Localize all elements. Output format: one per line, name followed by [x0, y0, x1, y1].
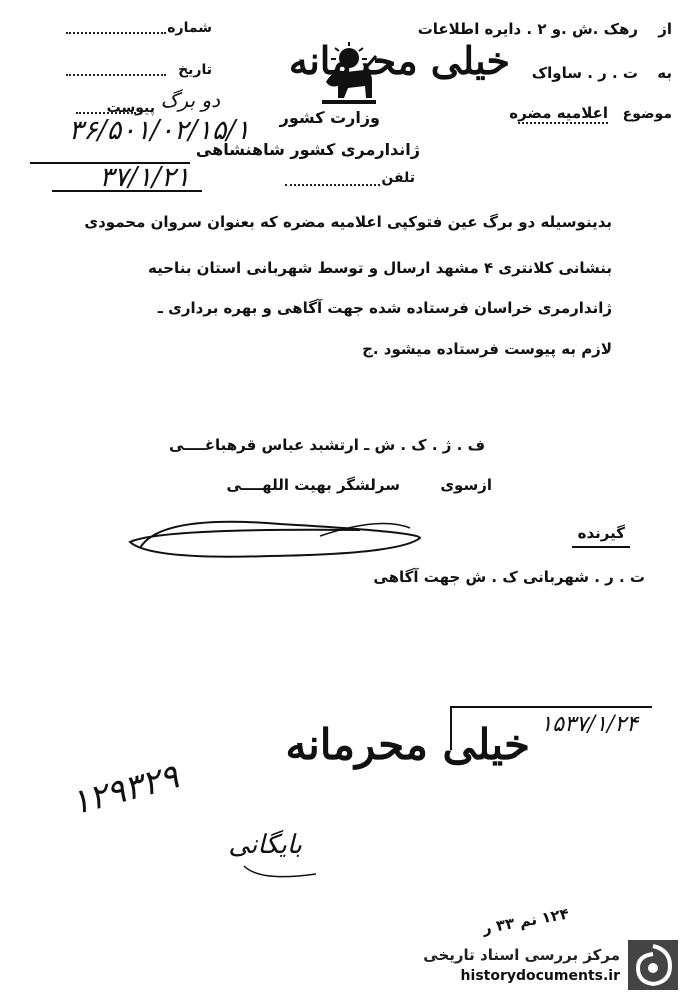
body-line-3: ژاندارمری خراسان فرستاده شده جهت آگاهی و بهره برداری ـ — [157, 299, 612, 317]
handwritten-number: ۱۲۹۳۲۹ — [66, 756, 183, 824]
body-line-4: لازم به پیوست فرستاده میشود .ج — [362, 340, 612, 358]
bottom-number: ۱۲۴ نم ۳۳ ر — [481, 904, 571, 938]
attachment-value: دو برگ — [160, 88, 220, 112]
from-label: از — [658, 20, 672, 38]
recipients-label: گیرنده — [577, 524, 625, 542]
subject-dotted-line — [518, 122, 608, 124]
signature-line-2: سرلشگر بهیت اللهــــی — [226, 476, 400, 494]
subject-value: اعلامیه مضره — [509, 104, 608, 122]
handwritten-underline — [30, 162, 190, 164]
from-value: رهک .ش .و ۲ . دایره اطلاعات — [417, 20, 638, 38]
signature-line-1: ف . ژ . ک . ش ـ ارتشبد عباس قرهباغــــی — [169, 436, 485, 454]
body-line-1: بدینوسیله دو برگ عین فتوکپی اعلامیه مضره که بعنوان سروان محمودی — [84, 213, 612, 231]
handwritten-date: ۳۷/۱/۲۱ — [99, 162, 190, 193]
phone-dotted-line — [285, 184, 380, 186]
date-label: تاریخ — [178, 62, 212, 78]
gendarmerie-label: ژاندارمری کشور شاهنشاهی — [195, 140, 420, 159]
received-stamp-value: ۱۵۳۷/۱/۲۴ — [540, 712, 638, 737]
body-line-2: بنشانی کلانتری ۴ مشهد ارسال و توسط شهربانی استان بناحیه — [148, 259, 612, 277]
watermark-logo-icon — [628, 940, 678, 990]
watermark-org-name: مرکز بررسی اسناد تاریخی — [423, 946, 620, 964]
recipients-underline — [572, 546, 630, 548]
number-dotted-line — [66, 32, 166, 34]
handwritten-reference: ۳۶/۵۰۱/۰۲/۱۵/۱ — [68, 115, 250, 146]
handwritten-note: بایگانی — [228, 830, 302, 860]
attachment-label: پیوست — [106, 100, 155, 116]
attachment-dotted-line — [76, 112, 136, 114]
date-dotted-line — [66, 74, 166, 76]
classification-stamp-top: خیلی محرمانه — [288, 38, 510, 83]
recipients-line: ت . ر . شهربانی ک . ش جهت آگاهی — [373, 568, 645, 586]
handwritten-underline-2 — [52, 190, 202, 192]
ministry-label: وزارت کشور — [279, 108, 380, 127]
handwritten-note-stroke-icon — [240, 860, 320, 880]
subject-label: موضوع — [622, 106, 672, 122]
to-label: به — [657, 64, 672, 82]
number-label: شماره — [167, 20, 212, 36]
watermark-url: historydocuments.ir — [460, 968, 620, 984]
signature-from-label: ازسوی — [440, 476, 492, 494]
classification-stamp-bottom: خیلی محرمانه — [285, 720, 530, 769]
phone-label: تلفن — [381, 170, 415, 186]
to-value: ت . ر . ساواک — [531, 64, 638, 82]
handwritten-signature-icon — [120, 508, 450, 568]
